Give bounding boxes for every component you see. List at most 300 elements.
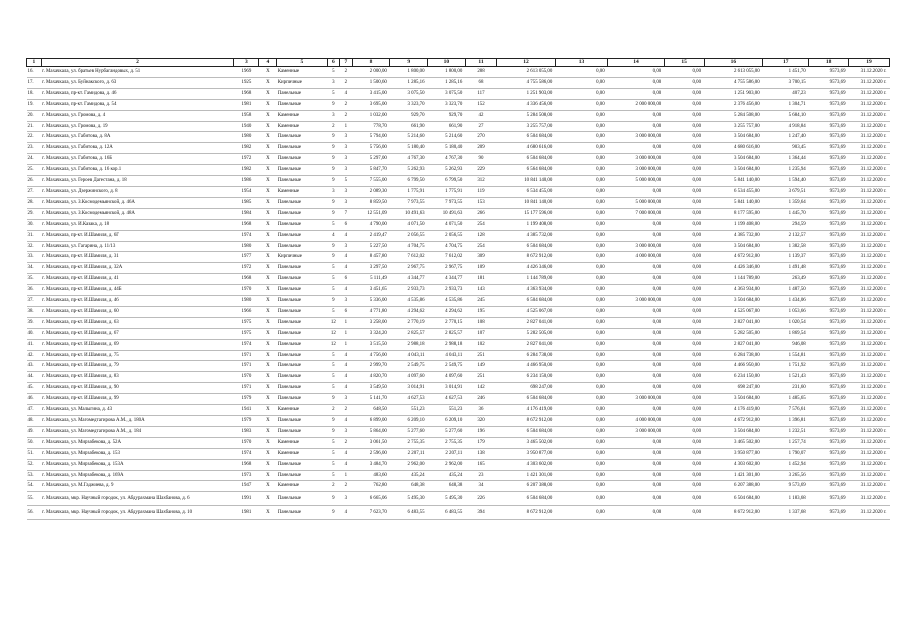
cell-year-built: 1974: [234, 230, 259, 241]
cell-entrances: 3: [340, 154, 353, 165]
cell-fund-owners: 4 363 934,00: [704, 285, 763, 296]
column-number-7: 7: [340, 59, 353, 67]
cell-total-area: 7 555,00: [352, 176, 390, 187]
cell-total-area: 6 665,06: [352, 492, 390, 506]
cell-entrances: 3: [340, 197, 353, 208]
cell-max-unit-cost: 9573,69: [809, 492, 849, 506]
cell-residents: 394: [465, 506, 496, 520]
cell-fund-federal: 0,00: [555, 208, 607, 219]
cell-area-residential: 5 277,60: [428, 426, 466, 437]
cell-unit-cost: 7 576,61: [763, 405, 809, 416]
cell-total-cost: 5 284 508,00: [497, 110, 556, 121]
cell-max-unit-cost: 9573,69: [809, 263, 849, 274]
cell-max-unit-cost: 9573,69: [809, 361, 849, 372]
cell-area-residential: 5 262,93: [428, 165, 466, 176]
cell-address: г. Махачкала, пр-кт. И.Шамиля, д. 44Б: [41, 285, 234, 296]
cell-row-number: 24.: [27, 154, 42, 165]
cell-total-area: 3 484,70: [352, 459, 390, 470]
cell-fund-owners: 3 504 684,00: [704, 241, 763, 252]
cell-residents: 107: [465, 328, 496, 339]
cell-row-number: 55.: [27, 492, 42, 506]
cell-year-built: 1980: [234, 132, 259, 143]
cell-area-total-premises: 2 755,35: [390, 437, 428, 448]
cell-total-area: 12 551,09: [352, 208, 390, 219]
cell-fund-local: 0,00: [664, 110, 704, 121]
cell-year-built: 1979: [234, 416, 259, 427]
cell-completion-date: 31.12.2020 г.: [849, 263, 890, 274]
cell-area-residential: 4 344,77: [428, 274, 466, 285]
cell-unit-cost: 1 869,54: [763, 328, 809, 339]
cell-address: г. Махачкала, пр-кт. И.Шамиля, д. 6Г: [41, 230, 234, 241]
cell-row-number: 25.: [27, 165, 42, 176]
register-sheet: [26, 58, 890, 520]
cell-floors: 9: [327, 426, 340, 437]
cell-wall-material: Панельные: [277, 317, 327, 328]
cell-completion-date: 31.12.2020 г.: [849, 470, 890, 481]
cell-floors: 3: [327, 77, 340, 88]
cell-floors: 5: [327, 88, 340, 99]
cell-fund-federal: 0,00: [555, 361, 607, 372]
cell-area-residential: 661,90: [428, 121, 466, 132]
cell-fund-owners: 4 672 912,00: [704, 416, 763, 427]
cell-max-unit-cost: 9573,69: [809, 121, 849, 132]
cell-area-residential: 551,23: [428, 405, 466, 416]
cell-fund-federal: 0,00: [555, 143, 607, 154]
cell-residents: 320: [465, 416, 496, 427]
cell-residents: 108: [465, 317, 496, 328]
cell-entrances: 2: [340, 67, 353, 78]
cell-area-total-premises: 4 535,86: [390, 296, 428, 307]
cell-completion-date: 31.12.2020 г.: [849, 274, 890, 285]
cell-entrances: 2: [340, 110, 353, 121]
cell-residents: 309: [465, 252, 496, 263]
cell-unit-cost: 1 382,58: [763, 241, 809, 252]
cell-area-residential: 2 962,00: [428, 459, 466, 470]
column-number-12: 12: [497, 59, 556, 67]
cell-max-unit-cost: 9573,69: [809, 328, 849, 339]
cell-residents: 165: [465, 459, 496, 470]
cell-unit-cost: 3 700,15: [763, 77, 809, 88]
column-number-4: 4: [259, 59, 277, 67]
cell-fund-local: 0,00: [664, 405, 704, 416]
cell-area-residential: 10 491,63: [428, 208, 466, 219]
cell-fund-owners: 2 827 041,00: [704, 317, 763, 328]
cell-floors: 9: [327, 506, 340, 520]
cell-area-total-premises: 6 799,50: [390, 176, 428, 187]
cell-area-total-premises: 5 277,60: [390, 426, 428, 437]
cell-total-cost: 2 613 055,00: [497, 67, 556, 78]
cell-fund-regional: 4 000 000,00: [608, 416, 665, 427]
cell-fund-federal: 0,00: [555, 67, 607, 78]
cell-fund-regional: 0,00: [608, 263, 665, 274]
cell-row-number: 38.: [27, 306, 42, 317]
cell-total-cost: 6 284 738,00: [497, 350, 556, 361]
cell-fund-owners: 3 504 684,00: [704, 394, 763, 405]
cell-floors: 5: [327, 67, 340, 78]
cell-year-overhaul: Х: [259, 165, 277, 176]
cell-unit-cost: 1 487,50: [763, 285, 809, 296]
cell-fund-federal: 0,00: [555, 219, 607, 230]
cell-floors: 12: [327, 328, 340, 339]
cell-row-number: 43.: [27, 361, 42, 372]
cell-year-overhaul: Х: [259, 437, 277, 448]
cell-row-number: 39.: [27, 317, 42, 328]
cell-year-built: 1980: [234, 296, 259, 307]
cell-total-area: 5 794,00: [352, 132, 390, 143]
cell-completion-date: 31.12.2020 г.: [849, 241, 890, 252]
cell-fund-federal: 0,00: [555, 154, 607, 165]
cell-max-unit-cost: 9573,69: [809, 197, 849, 208]
cell-fund-local: 0,00: [664, 252, 704, 263]
cell-area-residential: 4 535,86: [428, 296, 466, 307]
cell-year-built: 1954: [234, 186, 259, 197]
cell-total-cost: 10 841 140,00: [497, 197, 556, 208]
table-row: [27, 361, 890, 372]
cell-max-unit-cost: 9573,69: [809, 394, 849, 405]
cell-fund-federal: 0,00: [555, 492, 607, 506]
cell-row-number: 32.: [27, 241, 42, 252]
cell-fund-federal: 0,00: [555, 176, 607, 187]
cell-year-built: 1986: [234, 176, 259, 187]
cell-address: г. Махачкала, пр-кт. И.Шамиля, д. 46: [41, 296, 234, 307]
cell-entrances: 1: [340, 121, 353, 132]
cell-residents: 254: [465, 219, 496, 230]
cell-area-total-premises: 7 612,02: [390, 252, 428, 263]
cell-fund-federal: 0,00: [555, 426, 607, 437]
cell-fund-regional: 0,00: [608, 506, 665, 520]
cell-year-built: 1971: [234, 383, 259, 394]
cell-year-built: 1981: [234, 99, 259, 110]
cell-area-total-premises: 3 014,91: [390, 383, 428, 394]
cell-fund-owners: 3 504 684,00: [704, 296, 763, 307]
cell-year-built: 1973: [234, 470, 259, 481]
cell-total-cost: 4 303 602,00: [497, 459, 556, 470]
cell-unit-cost: 1 247,40: [763, 132, 809, 143]
cell-year-overhaul: Х: [259, 296, 277, 307]
table-row: [27, 121, 890, 132]
cell-total-area: 3 061,50: [352, 437, 390, 448]
cell-area-residential: 4 043,11: [428, 350, 466, 361]
cell-entrances: 7: [340, 208, 353, 219]
cell-total-area: 5 141,70: [352, 394, 390, 405]
cell-max-unit-cost: 9573,69: [809, 143, 849, 154]
cell-total-cost: 4 466 950,00: [497, 361, 556, 372]
cell-total-cost: 4 363 934,00: [497, 285, 556, 296]
cell-row-number: 27.: [27, 186, 42, 197]
cell-completion-date: 31.12.2020 г.: [849, 99, 890, 110]
cell-fund-regional: 0,00: [608, 186, 665, 197]
table-row: [27, 416, 890, 427]
cell-total-area: 4 790,00: [352, 219, 390, 230]
cell-address: г. Махачкала, мкр. Научный городок, ул. Абдурахмана Шахбанова, д. 10: [41, 506, 234, 520]
cell-year-overhaul: Х: [259, 197, 277, 208]
cell-area-total-premises: 4 627,53: [390, 394, 428, 405]
cell-wall-material: Каменные: [277, 481, 327, 492]
cell-area-total-premises: 5 262,93: [390, 165, 428, 176]
cell-entrances: 4: [340, 263, 353, 274]
cell-total-cost: 6 504 684,00: [497, 241, 556, 252]
cell-completion-date: 31.12.2020 г.: [849, 306, 890, 317]
cell-wall-material: Панельные: [277, 165, 327, 176]
cell-year-overhaul: Х: [259, 241, 277, 252]
cell-year-overhaul: Х: [259, 143, 277, 154]
cell-row-number: 52.: [27, 459, 42, 470]
cell-year-built: 1982: [234, 165, 259, 176]
cell-unit-cost: 1 053,66: [763, 306, 809, 317]
cell-fund-local: 0,00: [664, 470, 704, 481]
cell-row-number: 46.: [27, 394, 42, 405]
cell-year-built: 1966: [234, 306, 259, 317]
cell-fund-local: 0,00: [664, 241, 704, 252]
cell-year-overhaul: Х: [259, 372, 277, 383]
cell-year-overhaul: Х: [259, 394, 277, 405]
cell-entrances: 1: [340, 470, 353, 481]
cell-area-residential: 1 800,00: [428, 67, 466, 78]
cell-fund-federal: 0,00: [555, 88, 607, 99]
cell-fund-regional: 3 000 000,00: [608, 241, 665, 252]
cell-entrances: 3: [340, 132, 353, 143]
cell-fund-regional: 0,00: [608, 459, 665, 470]
cell-fund-local: 0,00: [664, 132, 704, 143]
cell-entrances: 6: [340, 306, 353, 317]
cell-fund-owners: 3 504 684,00: [704, 426, 763, 437]
cell-row-number: 21.: [27, 121, 42, 132]
cell-year-built: 1975: [234, 328, 259, 339]
cell-total-area: 7 623,70: [352, 506, 390, 520]
cell-address: г. Махачкала, мкр. Научный городок, ул. Абдурахмана Шахбанова, д. 6: [41, 492, 234, 506]
cell-area-total-premises: 4 043,11: [390, 350, 428, 361]
cell-completion-date: 31.12.2020 г.: [849, 394, 890, 405]
cell-completion-date: 31.12.2020 г.: [849, 176, 890, 187]
cell-residents: 23: [465, 470, 496, 481]
table-row: [27, 372, 890, 383]
cell-year-built: 1971: [234, 350, 259, 361]
cell-total-area: 3 415,00: [352, 88, 390, 99]
cell-year-built: 1983: [234, 426, 259, 437]
cell-total-area: 1 500,60: [352, 77, 390, 88]
cell-residents: 312: [465, 176, 496, 187]
table-row: [27, 154, 890, 165]
cell-floors: 5: [327, 459, 340, 470]
cell-total-cost: 4 680 616,00: [497, 143, 556, 154]
cell-residents: 266: [465, 208, 496, 219]
cell-address: г. Махачкала, ул. Мирзабекова, д. 52А: [41, 437, 234, 448]
table-row: [27, 383, 890, 394]
cell-fund-owners: 5 841 140,00: [704, 176, 763, 187]
cell-unit-cost: 1 521,43: [763, 372, 809, 383]
cell-wall-material: Панельные: [277, 285, 327, 296]
cell-address: г. Махачкала, ул. Громова, д. 4: [41, 110, 234, 121]
table-row: [27, 208, 890, 219]
cell-area-total-premises: 6 483,55: [390, 506, 428, 520]
cell-max-unit-cost: 9573,69: [809, 252, 849, 263]
cell-residents: 179: [465, 437, 496, 448]
table-row: [27, 328, 890, 339]
cell-row-number: 36.: [27, 285, 42, 296]
cell-fund-owners: 4 755 586,00: [704, 77, 763, 88]
cell-year-built: 1982: [234, 143, 259, 154]
cell-total-area: 5 297,00: [352, 154, 390, 165]
cell-fund-regional: 0,00: [608, 405, 665, 416]
cell-total-cost: 8 672 912,00: [497, 416, 556, 427]
cell-fund-owners: 1 251 903,00: [704, 88, 763, 99]
cell-year-overhaul: Х: [259, 208, 277, 219]
cell-fund-local: 0,00: [664, 448, 704, 459]
cell-row-number: 53.: [27, 470, 42, 481]
cell-wall-material: Панельные: [277, 219, 327, 230]
cell-unit-cost: 1 451,70: [763, 67, 809, 78]
cell-unit-cost: 946,08: [763, 339, 809, 350]
cell-fund-owners: 5 284 508,00: [704, 110, 763, 121]
cell-area-total-premises: 1 775,91: [390, 186, 428, 197]
cell-fund-federal: 0,00: [555, 252, 607, 263]
cell-area-residential: 5 214,60: [428, 132, 466, 143]
cell-entrances: 3: [340, 426, 353, 437]
cell-max-unit-cost: 9573,69: [809, 470, 849, 481]
cell-fund-owners: 4 466 950,00: [704, 361, 763, 372]
cell-floors: 5: [327, 350, 340, 361]
cell-year-overhaul: Х: [259, 328, 277, 339]
cell-completion-date: 31.12.2020 г.: [849, 132, 890, 143]
cell-year-overhaul: Х: [259, 99, 277, 110]
cell-max-unit-cost: 9573,69: [809, 241, 849, 252]
cell-total-cost: 8 672 912,00: [497, 506, 556, 520]
cell-completion-date: 31.12.2020 г.: [849, 197, 890, 208]
cell-floors: 9: [327, 154, 340, 165]
cell-max-unit-cost: 9573,69: [809, 230, 849, 241]
cell-fund-federal: 0,00: [555, 186, 607, 197]
cell-fund-regional: 3 000 000,00: [608, 165, 665, 176]
cell-year-overhaul: Х: [259, 110, 277, 121]
table-row: [27, 394, 890, 405]
cell-row-number: 35.: [27, 274, 42, 285]
cell-entrances: 1: [340, 317, 353, 328]
cell-wall-material: Панельные: [277, 88, 327, 99]
cell-fund-regional: 0,00: [608, 481, 665, 492]
cell-total-cost: 5 282 505,00: [497, 328, 556, 339]
table-row: [27, 306, 890, 317]
cell-address: г. Махачкала, ул. Дзержинского, д. 8: [41, 186, 234, 197]
cell-fund-federal: 0,00: [555, 121, 607, 132]
cell-floors: 9: [327, 296, 340, 307]
cell-residents: 109: [465, 263, 496, 274]
cell-wall-material: Каменные: [277, 121, 327, 132]
cell-year-built: 1981: [234, 506, 259, 520]
cell-fund-federal: 0,00: [555, 394, 607, 405]
cell-floors: 5: [327, 361, 340, 372]
cell-year-built: 1968: [234, 459, 259, 470]
cell-entrances: 1: [340, 328, 353, 339]
cell-floors: 12: [327, 317, 340, 328]
cell-entrances: 6: [340, 219, 353, 230]
cell-entrances: 3: [340, 394, 353, 405]
cell-area-residential: 2 967,75: [428, 263, 466, 274]
cell-fund-regional: 0,00: [608, 437, 665, 448]
column-number-18: 18: [809, 59, 849, 67]
table-row: [27, 274, 890, 285]
cell-fund-regional: 7 000 000,00: [608, 208, 665, 219]
cell-unit-cost: 3 679,51: [763, 186, 809, 197]
cell-fund-local: 0,00: [664, 328, 704, 339]
cell-residents: 27: [465, 121, 496, 132]
cell-fund-owners: 4 525 067,00: [704, 306, 763, 317]
cell-completion-date: 31.12.2020 г.: [849, 165, 890, 176]
cell-fund-local: 0,00: [664, 154, 704, 165]
cell-total-area: 3 451,65: [352, 285, 390, 296]
cell-wall-material: Панельные: [277, 143, 327, 154]
cell-year-built: 1991: [234, 492, 259, 506]
cell-area-residential: 6 209,10: [428, 416, 466, 427]
cell-area-total-premises: 661,90: [390, 121, 428, 132]
cell-max-unit-cost: 9573,69: [809, 67, 849, 78]
table-row: [27, 426, 890, 437]
cell-row-number: 17.: [27, 77, 42, 88]
table-row: [27, 350, 890, 361]
cell-residents: 128: [465, 230, 496, 241]
cell-residents: 68: [465, 77, 496, 88]
cell-completion-date: 31.12.2020 г.: [849, 328, 890, 339]
cell-total-area: 3 515,50: [352, 339, 390, 350]
cell-total-cost: 3 950 877,00: [497, 448, 556, 459]
cell-fund-regional: 0,00: [608, 448, 665, 459]
cell-wall-material: Панельные: [277, 350, 327, 361]
cell-entrances: 4: [340, 88, 353, 99]
cell-fund-local: 0,00: [664, 426, 704, 437]
cell-entrances: 3: [340, 143, 353, 154]
cell-fund-regional: 0,00: [608, 470, 665, 481]
cell-year-built: 1968: [234, 219, 259, 230]
cell-residents: 102: [465, 339, 496, 350]
cell-floors: 2: [327, 121, 340, 132]
cell-max-unit-cost: 9573,69: [809, 165, 849, 176]
cell-fund-federal: 0,00: [555, 110, 607, 121]
cell-year-overhaul: Х: [259, 186, 277, 197]
cell-wall-material: Каменные: [277, 405, 327, 416]
cell-wall-material: Панельные: [277, 383, 327, 394]
cell-floors: 9: [327, 99, 340, 110]
cell-completion-date: 31.12.2020 г.: [849, 296, 890, 307]
column-number-13: 13: [555, 59, 607, 67]
cell-unit-cost: 1 183,68: [763, 492, 809, 506]
cell-fund-local: 0,00: [664, 361, 704, 372]
cell-area-total-premises: 4 767,30: [390, 154, 428, 165]
cell-fund-regional: 5 000 000,00: [608, 176, 665, 187]
cell-address: г. Махачкала, пр-кт. И.Шамиля, д. 79: [41, 361, 234, 372]
cell-area-total-premises: 2 056,55: [390, 230, 428, 241]
table-row: [27, 252, 890, 263]
cell-fund-owners: 4 680 616,00: [704, 143, 763, 154]
cell-fund-regional: 3 000 000,00: [608, 154, 665, 165]
cell-wall-material: Панельные: [277, 416, 327, 427]
table-row: [27, 459, 890, 470]
cell-row-number: 19.: [27, 99, 42, 110]
cell-wall-material: Панельные: [277, 263, 327, 274]
cell-address: г. Махачкала, ул. Мирзабекова, д. 153А: [41, 459, 234, 470]
cell-row-number: 29.: [27, 208, 42, 219]
cell-area-total-premises: 4 344,77: [390, 274, 428, 285]
cell-area-residential: 4 767,30: [428, 154, 466, 165]
cell-max-unit-cost: 9573,69: [809, 372, 849, 383]
table-row: [27, 219, 890, 230]
cell-area-total-premises: 2 988,18: [390, 339, 428, 350]
cell-max-unit-cost: 9573,69: [809, 132, 849, 143]
cell-total-area: 778,70: [352, 121, 390, 132]
cell-unit-cost: 1 452,94: [763, 459, 809, 470]
cell-area-total-premises: 3 075,50: [390, 88, 428, 99]
cell-fund-local: 0,00: [664, 143, 704, 154]
cell-total-cost: 4 176 419,00: [497, 405, 556, 416]
cell-fund-federal: 0,00: [555, 448, 607, 459]
